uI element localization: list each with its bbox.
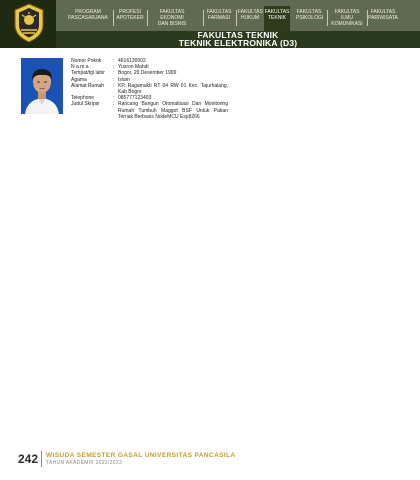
nav-divider <box>203 10 204 26</box>
logo-box <box>0 0 56 48</box>
nav-psikologi[interactable]: FAKULTAS PSIKOLOGI <box>296 9 324 21</box>
footer-subtitle: TAHUN AKADEMIK 2022/2023 <box>46 460 123 466</box>
nav-pariwisata[interactable]: FAKULTAS PARIWISATA <box>368 9 398 21</box>
program-title: TEKNIK ELEKTRONIKA (D3) <box>178 38 298 48</box>
university-logo <box>13 3 45 43</box>
info-row-nomor-pokok: Nomor Pokok : 4616130002 <box>71 58 146 64</box>
faculty-title: FAKULTAS TEKNIK <box>197 30 279 40</box>
footer-title: WISUDA SEMESTER GASAL UNIVERSITAS PANCASILA <box>46 452 236 459</box>
nav-divider <box>327 10 328 26</box>
info-row-agama: Agama : Islam <box>71 76 130 83</box>
nav-divider <box>113 10 114 26</box>
nav-ilmu-komunikasi[interactable]: FAKULTAS ILMU KOMUNIKASI <box>331 9 363 27</box>
graduate-info <box>71 58 239 120</box>
info-row-tempat-tgl-lahir: Tempat/tgl lahir : Bogor, 29 Desember 1999 <box>71 70 177 77</box>
footer-divider <box>41 451 42 467</box>
nav-pascasarjana[interactable]: PROGRAM PASCASARJANA <box>68 9 108 21</box>
nav-hukum[interactable]: FAKULTAS HUKUM <box>238 9 263 21</box>
nav-teknik[interactable]: FAKULTAS TEKNIK <box>264 6 290 31</box>
info-row-judul-skripsi: Judul Skripsi : Rancang Bangun Otomatisasi Dan Monitoring Rumah Tumbuh Maggot BSF Untuk Pakan Ternak Berbasis NodeMCU Esp8266 <box>71 101 228 120</box>
nav-divider <box>236 10 237 26</box>
nav-apoteker[interactable]: PROFESI APOTEKER <box>116 9 144 21</box>
graduate-photo <box>21 58 63 114</box>
info-row-telephone: Telephone : 085777123493 <box>71 95 152 102</box>
portrait-image <box>21 58 63 114</box>
nav-divider <box>147 10 148 26</box>
info-row-nama: N a m a : Yusron Mahdi <box>71 64 149 71</box>
info-row-alamat: Alamat Rumah : KP. Ragamukti RT 04 RW 01 Kec. Tajurhalang, Kab Bogor <box>71 82 228 96</box>
page-number: 242 <box>18 452 39 466</box>
faculty-nav <box>56 0 420 31</box>
nav-ekonomi-bisnis[interactable]: FAKULTAS EKONOMI DAN BISNIS <box>157 9 187 27</box>
nav-farmasi[interactable]: FAKULTAS FARMASI <box>206 9 232 21</box>
